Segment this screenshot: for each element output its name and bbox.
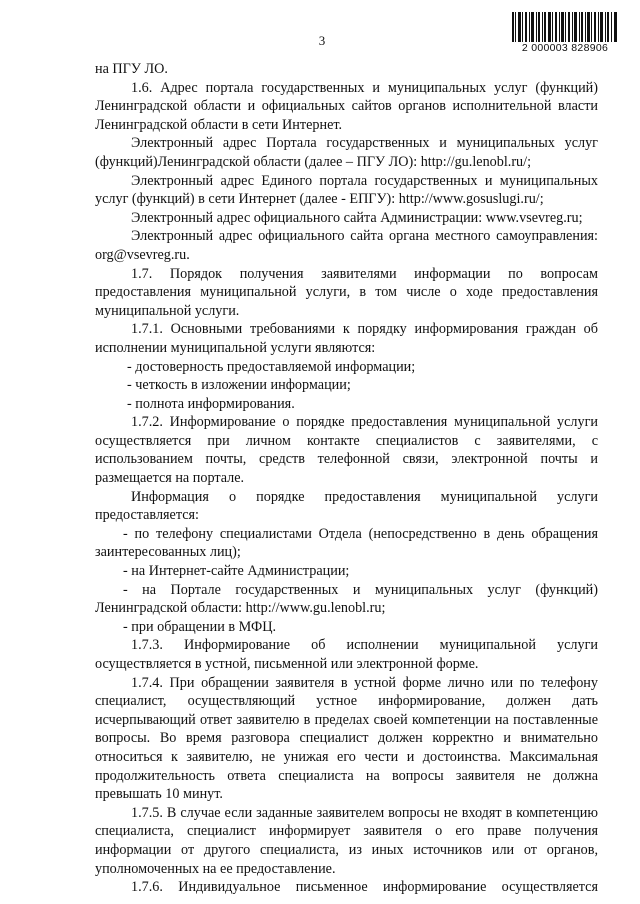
document-body [95,60,598,897]
page-number: 3 [318,33,326,48]
section-1-7-2: 1.7.2. Информирование о порядке предоставления муниципальной услуги осуществляется при личном контакте специалистов с заявителями, с использованием почты, средств телефонной связи, электронной почты и размещается на портале. [95,414,598,487]
section-1-7-6: 1.7.6. Индивидуальное письменное информирование осуществляется [131,879,598,896]
list-item: - на Портале государственных и муниципальных услуг (функций) Ленинградской области: http://www.gu.lenobl.ru; [95,581,598,617]
list-item: - четкость в изложении информации; [127,377,351,394]
section-1-6: 1.6. Адрес портала государственных и муниципальных услуг (функций) Ленинградской области и официальных сайтов органов исполнительной власти Ленинградской области в сети Интернет. [95,79,598,133]
list-item: - на Интернет-сайте Администрации; [123,563,350,580]
paragraph-continuation: на ПГУ ЛО. [95,61,168,77]
section-1-7-3: 1.7.3. Информирование об исполнении муниципальной услуги осуществляется в устной, письменной или электронной форме. [95,637,598,672]
administration-site-address: Электронный адрес официального сайта Администрации: www.vsevreg.ru; [131,209,583,226]
section-1-7: 1.7. Порядок получения заявителями информации по вопросам предоставления муниципальной услуги, в том числе о ходе предоставления муниципальной услуги. [95,265,598,319]
section-1-7-4: 1.7.4. При обращении заявителя в устной форме лично или по телефону специалист, осуществляющий устное информирование, должен дать исчерпывающий ответ заявителю в пределах своей компетенции на поставленные вопросы. Во время разговора специалист должен корректно и внимательно относиться к заявителю, не унижая его чести и достоинства. Максимальная продолжительность ответа специалиста на вопросы заявителя не должна превышать 10 минут. [95,674,598,803]
section-1-7-5: 1.7.5. В случае если заданные заявителем вопросы не входят в компетенцию специалиста, специалист информирует заявителя о его праве получения информации от другого специалиста, из иных источников или от органов, уполномоченных на ее предоставление. [95,804,598,877]
section-1-7-1: 1.7.1. Основными требованиями к порядку информирования граждан об исполнении муниципальной услуги являются: [95,321,598,356]
epgu-address: Электронный адрес Единого портала государственных и муниципальных услуг (функций) в сети Интернет (далее - ЕПГУ): http://www.gosuslugi.ru/; [95,172,598,208]
barcode-number: 2 000003 828906 [510,42,620,54]
barcode-bars [510,12,620,42]
list-item: - достоверность предоставляемой информации; [127,358,416,375]
list-item: - полнота информирования. [127,395,295,412]
pgu-lo-address: Электронный адрес Портала государственных и муниципальных услуг (функций)Ленинградской области (далее – ПГУ ЛО): http://gu.lenobl.ru/; [95,135,598,170]
self-government-site-address: Электронный адрес официального сайта органа местного самоуправления: org@vsevreg.ru. [95,228,598,263]
information-provided-intro: Информация о порядке предоставления муниципальной услуги предоставляется: [95,488,598,524]
list-item: - по телефону специалистами Отдела (непосредственно в день обращения заинтересованных лиц); [95,525,598,561]
barcode [510,12,620,56]
list-item: - при обращении в МФЦ. [123,618,277,635]
